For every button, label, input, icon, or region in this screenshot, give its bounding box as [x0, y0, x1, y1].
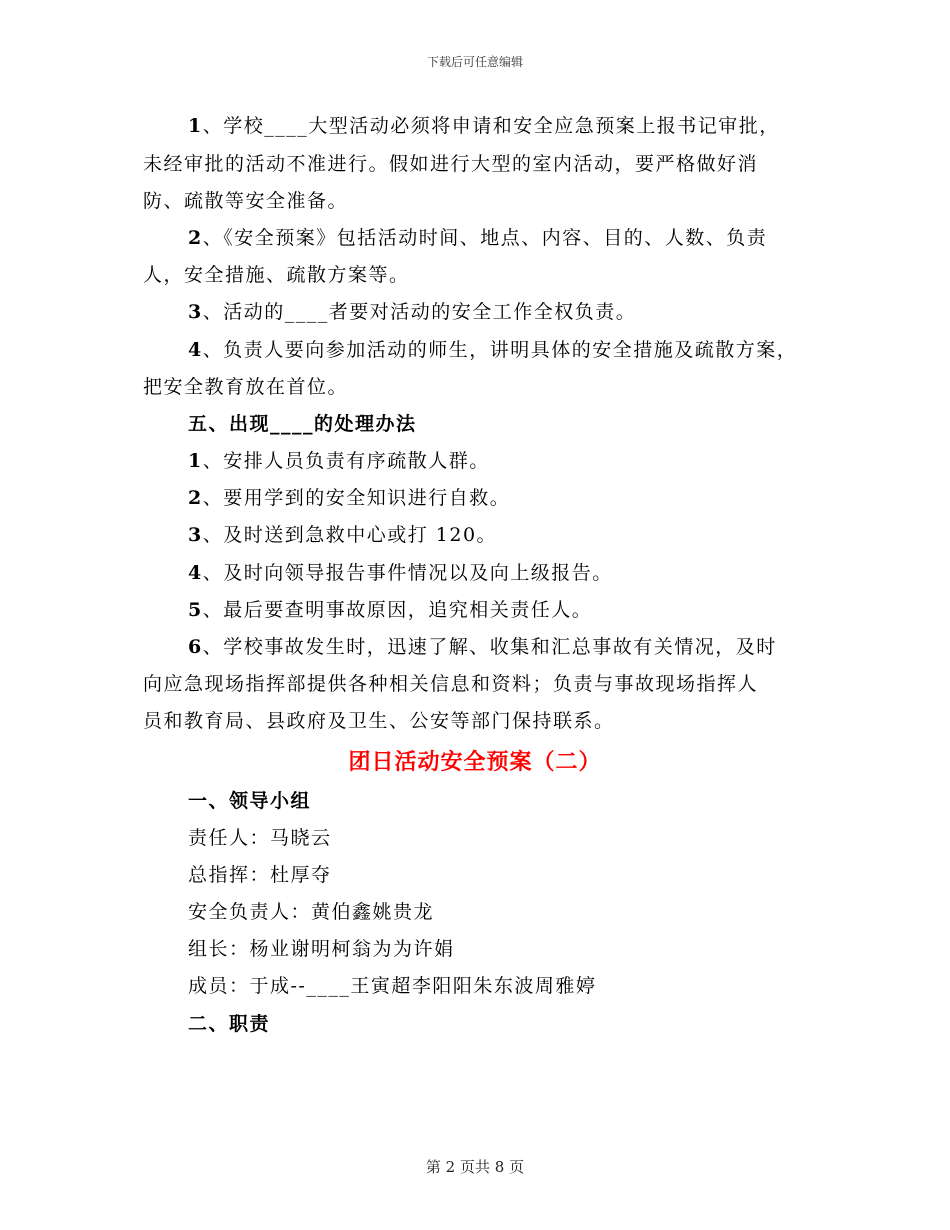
page-header: 下载后可任意编辑 — [426, 55, 523, 69]
roster-line: 成员：于成--____王寅超李阳阳朱东波周雅婷 — [188, 975, 597, 997]
item-text: 、要用学到的安全知识进行自救。 — [202, 487, 511, 509]
item-number: 3 — [188, 524, 203, 546]
item-text: 、学校事故发生时，迅速了解、收集和汇总事故有关情况，及时 — [202, 636, 777, 658]
list-item — [188, 561, 613, 585]
item-text: 、活动的____者要对活动的安全工作全权负责。 — [202, 301, 637, 323]
roster-line: 组长：杨业谢明柯翁为为许娟 — [188, 938, 455, 960]
item-text: 、学校____大型活动必须将申请和安全应急预案上报书记审批， — [202, 115, 780, 137]
item-continuation: 把安全教育放在首位。 — [143, 376, 349, 398]
item-text: 、最后要查明事故原因，追究相关责任人。 — [202, 599, 593, 621]
item-text: 、负责人要向参加活动的师生，讲明具体的安全措施及疏散方案， — [202, 339, 798, 361]
item-continuation: 防、疏散等安全准备。 — [143, 190, 349, 212]
section-heading: 一、领导小组 — [188, 790, 312, 812]
list-item — [188, 635, 777, 659]
item-number: 3 — [188, 301, 203, 323]
item-text: 、及时送到急救中心或打 120。 — [202, 524, 498, 546]
list-item — [188, 449, 490, 473]
roster-line: 安全负责人：黄伯鑫姚贵龙 — [188, 901, 435, 923]
list-item — [188, 338, 797, 362]
item-number: 5 — [188, 599, 203, 621]
item-text: 、及时向领导报告事件情况以及向上级报告。 — [202, 562, 613, 584]
item-number: 2 — [188, 227, 203, 249]
list-item — [188, 226, 767, 250]
document-title: 团日活动安全预案（二） — [348, 749, 602, 775]
list-item — [188, 598, 592, 622]
item-text: 、《安全预案》包括活动时间、地点、内容、目的、人数、负责 — [202, 227, 768, 249]
list-item — [188, 486, 510, 510]
item-continuation: 未经审批的活动不准进行。假如进行大型的室内活动，要严格做好消 — [143, 153, 759, 175]
list-item — [188, 300, 636, 324]
item-number: 4 — [188, 339, 203, 361]
roster-line: 总指挥：杜厚夺 — [188, 864, 332, 886]
roster-line: 责任人：马晓云 — [188, 827, 332, 849]
item-number: 2 — [188, 487, 203, 509]
item-number: 6 — [188, 636, 203, 658]
list-item — [188, 114, 780, 138]
list-item — [188, 523, 497, 547]
item-text: 、安排人员负责有序疏散人群。 — [202, 450, 490, 472]
item-continuation: 员和教育局、县政府及卫生、公安等部门保持联系。 — [143, 710, 615, 732]
item-continuation: 人，安全措施、疏散方案等。 — [143, 264, 410, 286]
item-continuation: 向应急现场指挥部提供各种相关信息和资料；负责与事故现场指挥人 — [143, 673, 759, 695]
item-number: 1 — [188, 450, 203, 472]
item-number: 1 — [188, 115, 203, 137]
page-footer: 第 2 页共 8 页 — [425, 1158, 525, 1176]
section-heading: 二、职责 — [188, 1013, 271, 1035]
section-heading: 五、出现____的处理办法 — [188, 413, 417, 435]
item-number: 4 — [188, 562, 203, 584]
